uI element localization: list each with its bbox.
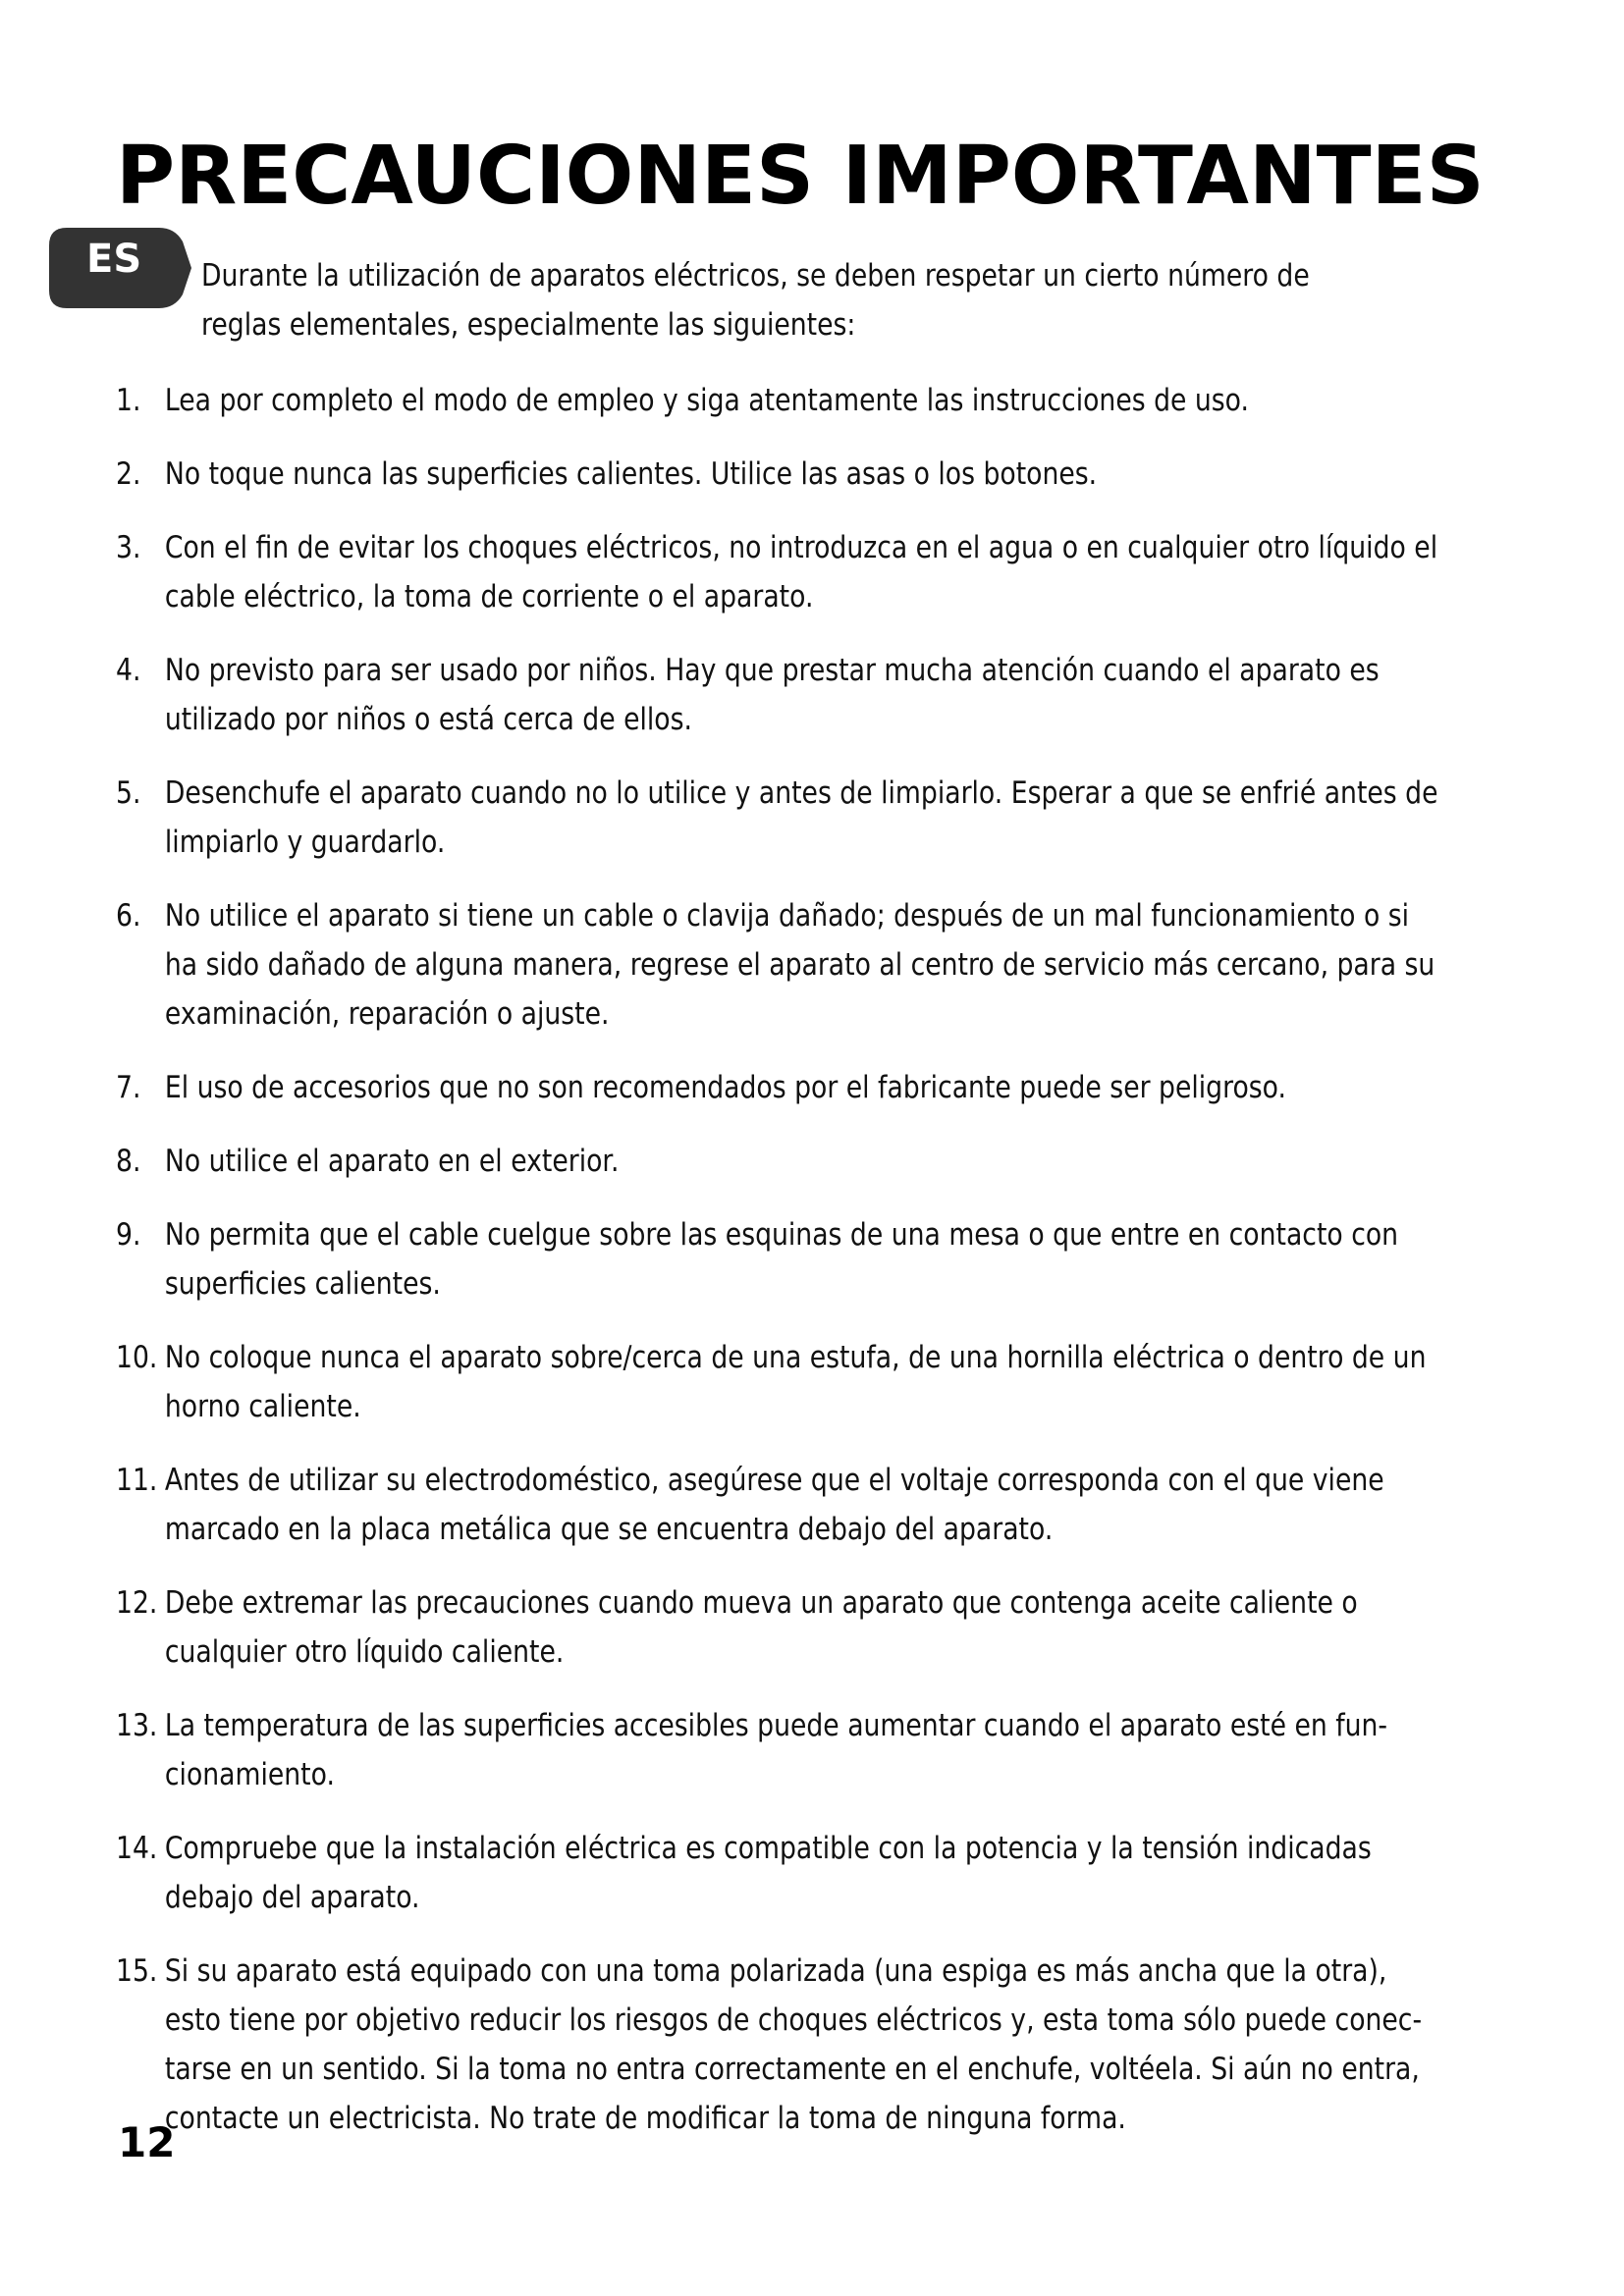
item-number: 4. [116, 653, 141, 688]
item-text: Desenchufe el aparato cuando no lo utilice y antes de limpiarlo. Esperar a que se enfrié antes de limpiarlo y guardarlo. [164, 775, 1438, 860]
item-number: 7. [116, 1070, 141, 1105]
item-number: 2. [116, 456, 141, 492]
list-item [116, 450, 1441, 499]
page-number: 12 [118, 2118, 176, 2166]
item-number: 6. [116, 898, 141, 934]
item-text: La temperatura de las superficies accesibles puede aumentar cuando el aparato esté en fun-cionamiento. [164, 1708, 1388, 1792]
item-text: Debe extremar las precauciones cuando mueva un aparato que contenga aceite caliente o cualquier otro líquido caliente. [164, 1585, 1358, 1670]
item-number: 11. [116, 1463, 158, 1498]
list-item [116, 1137, 1441, 1186]
item-text: Antes de utilizar su electrodoméstico, asegúrese que el voltaje corresponda con el que viene marcado en la placa metálica que se encuentra debajo del aparato. [164, 1463, 1384, 1547]
item-number: 8. [116, 1144, 141, 1179]
item-number: 5. [116, 775, 141, 811]
item-text: El uso de accesorios que no son recomendados por el fabricante puede ser peligroso. [164, 1070, 1287, 1105]
intro-paragraph: Durante la utilización de aparatos eléctricos, se deben respetar un cierto número de reglas elementales, especialmente las siguientes: [201, 258, 1310, 343]
item-text: Lea por completo el modo de empleo y siga atentamente las instrucciones de uso. [164, 383, 1249, 418]
item-text: No toque nunca las superficies calientes. Utilice las asas o los botones. [164, 456, 1098, 492]
list-item [116, 769, 1441, 867]
item-text: Con el fin de evitar los choques eléctricos, no introduzca en el agua o en cualquier otro líquido el cable eléctrico, la toma de corriente o el aparato. [164, 530, 1438, 614]
precautions-list [116, 376, 1441, 2167]
item-number: 12. [116, 1585, 158, 1621]
list-item [116, 1947, 1441, 2143]
list-item [116, 646, 1441, 744]
item-text: No previsto para ser usado por niños. Hay que prestar mucha atención cuando el aparato es utilizado por niños o está cerca de ellos. [164, 653, 1380, 737]
item-number: 9. [116, 1217, 141, 1253]
list-item [116, 1578, 1441, 1677]
item-number: 3. [116, 530, 141, 565]
item-number: 13. [116, 1708, 158, 1743]
page-title: PRECAUCIONES IMPORTANTES [116, 130, 1485, 223]
list-item [116, 1063, 1441, 1112]
item-text: Compruebe que la instalación eléctrica es compatible con la potencia y la tensión indicadas debajo del aparato. [164, 1831, 1372, 1915]
item-text: No utilice el aparato si tiene un cable o clavija dañado; después de un mal funcionamiento o si ha sido dañado de alguna manera, regrese el aparato al centro de servicio más cercano, para su examinación, reparación o ajuste. [164, 898, 1435, 1032]
list-item [116, 376, 1441, 425]
item-text: No permita que el cable cuelgue sobre las esquinas de una mesa o que entre en contacto con superficies calientes. [164, 1217, 1399, 1302]
list-item [116, 1333, 1441, 1431]
list-item [116, 1210, 1441, 1308]
list-item [116, 1701, 1441, 1799]
item-number: 15. [116, 1953, 158, 1989]
item-text: No coloque nunca el aparato sobre/cerca de una estufa, de una hornilla eléctrica o dentro de un horno caliente. [164, 1340, 1427, 1424]
language-tab [49, 228, 191, 308]
item-text: Si su aparato está equipado con una toma polarizada (una espiga es más ancha que la otra), esto tiene por objetivo reducir los riesgos de choques eléctricos y, esta toma sólo puede conec-tarse en un sentido. Si la toma no entra correctamente en el enchufe, voltéela. Si aún no entra, contacte un electricista. No trate de modificar la toma de ninguna forma. [164, 1953, 1423, 2136]
item-number: 14. [116, 1831, 158, 1866]
item-number: 1. [116, 383, 141, 418]
list-item [116, 1456, 1441, 1554]
list-item [116, 1824, 1441, 1922]
item-number: 10. [116, 1340, 158, 1375]
language-code: ES [86, 237, 142, 282]
list-item [116, 523, 1441, 621]
list-item [116, 891, 1441, 1039]
item-text: No utilice el aparato en el exterior. [164, 1144, 620, 1179]
